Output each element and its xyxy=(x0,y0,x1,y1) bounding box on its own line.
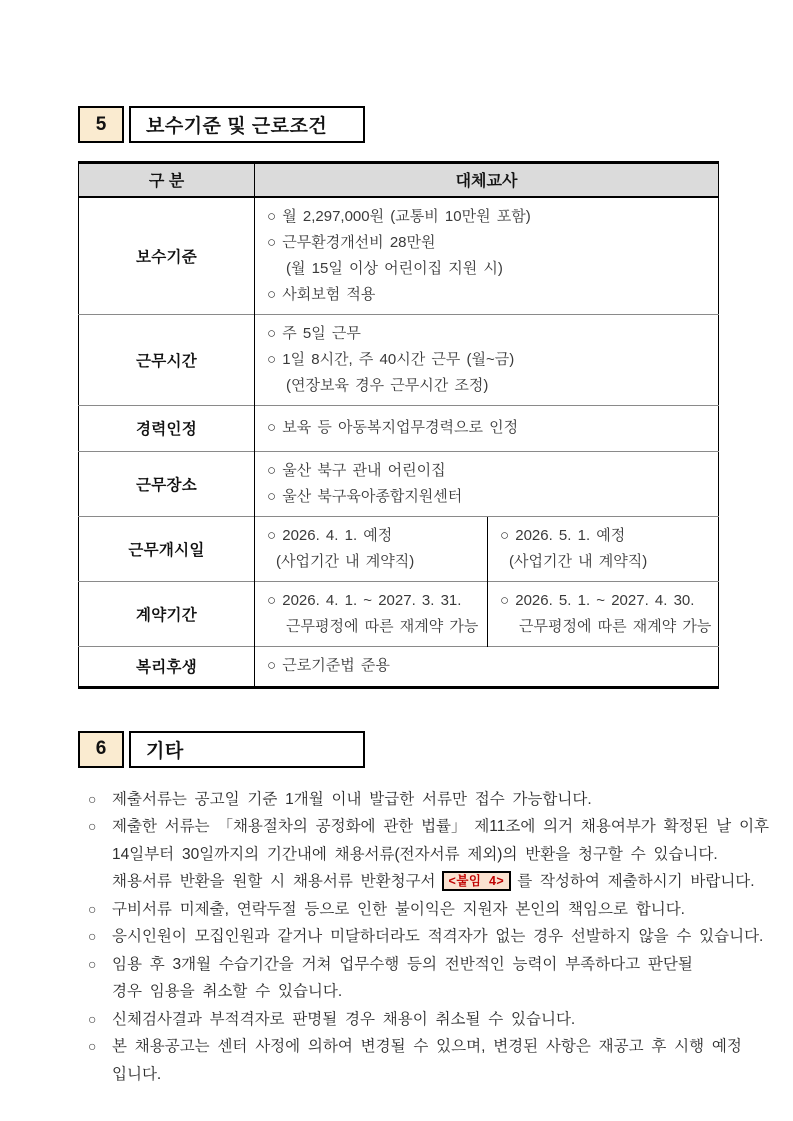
row-cell xyxy=(255,314,719,405)
cell-line: (월 15일 이상 어린이집 지원 시) xyxy=(286,259,503,277)
list-item-line: 본 채용공고는 센터 사정에 의하여 변경될 수 있으며, 변경된 사항은 재공고 후 시행 예정 xyxy=(112,1038,742,1055)
cell-line: 근무평정에 따른 재계약 가능 xyxy=(519,617,712,635)
row-label: 계약기간 xyxy=(79,581,255,646)
section-number-badge: 5 xyxy=(78,106,124,143)
section-title: 보수기준 및 근로조건 xyxy=(129,106,365,143)
table-row xyxy=(79,314,719,405)
attachment-4-badge: <붙임 4> xyxy=(442,871,512,891)
list-item-line: 신체검사결과 부적격자로 판명될 경우 채용이 취소될 수 있습니다. xyxy=(112,1010,576,1028)
section-etc-heading xyxy=(78,731,717,768)
section-title: 기타 xyxy=(129,731,365,768)
row-label: 복리후생 xyxy=(79,646,255,687)
list-item xyxy=(88,896,717,924)
row-cell xyxy=(255,197,719,315)
cell-line: 근무평정에 따른 재계약 가능 xyxy=(286,617,479,635)
cell-line: (사업기간 내 계약직) xyxy=(509,552,648,570)
cell-line: ○ 월 2,297,000원 (교통비 10만원 포함) xyxy=(267,207,531,225)
circle-bullet-icon: ○ xyxy=(88,818,97,834)
list-item-line xyxy=(112,868,769,896)
list-item xyxy=(88,813,770,896)
table-header-value: 대체교사 xyxy=(255,163,719,197)
table-row xyxy=(79,646,719,687)
list-item xyxy=(88,951,717,1006)
row-label: 경력인정 xyxy=(79,405,255,451)
etc-notes-list xyxy=(78,786,770,1089)
row-cell xyxy=(255,646,719,687)
attach-line-before: 채용서류 반환을 원할 시 채용서류 반환청구서 xyxy=(112,873,436,890)
table-row xyxy=(79,581,719,646)
row-cell xyxy=(255,581,488,646)
cell-line: ○ 울산 북구육아종합지원센터 xyxy=(267,487,463,505)
circle-bullet-icon: ○ xyxy=(88,955,97,972)
cell-line: ○ 보육 등 아동복지업무경력으로 인정 xyxy=(267,419,519,436)
table-row xyxy=(79,405,719,451)
table-row xyxy=(79,516,719,581)
attach-line-after: 를 작성하여 제출하시기 바랍니다. xyxy=(517,873,755,890)
list-item-line: 경우 임용을 취소할 수 있습니다. xyxy=(112,983,343,1000)
row-cell xyxy=(488,516,719,581)
cell-line: ○ 2026. 5. 1. ~ 2027. 4. 30. xyxy=(500,591,695,609)
cell-line: ○ 1일 8시간, 주 40시간 근무 (월~금) xyxy=(267,350,515,368)
list-item-line: 입니다. xyxy=(112,1065,162,1083)
list-item xyxy=(88,923,764,951)
table-header-category: 구 분 xyxy=(79,163,255,197)
cell-line: (연장보육 경우 근무시간 조정) xyxy=(286,376,489,394)
cell-line: ○ 2026. 4. 1. ~ 2027. 3. 31. xyxy=(267,591,462,609)
row-cell xyxy=(255,405,719,451)
section-gap xyxy=(78,689,717,731)
circle-bullet-icon: ○ xyxy=(88,900,97,917)
circle-bullet-icon: ○ xyxy=(88,1010,97,1027)
list-item xyxy=(88,786,717,814)
row-cell xyxy=(255,451,719,516)
pay-conditions-table xyxy=(78,161,719,689)
table-row xyxy=(79,451,719,516)
cell-line: (사업기간 내 계약직) xyxy=(276,552,415,570)
list-item-line: 응시인원이 모집인원과 같거나 미달하더라도 적격자가 없는 경우 선발하지 않을 수 있습니다. xyxy=(112,928,764,945)
cell-line: ○ 근로기준법 준용 xyxy=(267,657,390,674)
list-item-line: 임용 후 3개월 수습기간을 거쳐 업무수행 등의 전반적인 능력이 부족하다고 판단될 xyxy=(112,955,693,973)
cell-line: ○ 주 5일 근무 xyxy=(267,324,361,342)
row-label: 근무개시일 xyxy=(79,516,255,581)
list-item xyxy=(88,1033,742,1088)
cell-line: ○ 사회보험 적용 xyxy=(267,285,376,303)
row-cell xyxy=(255,516,488,581)
list-item-line: 14일부터 30일까지의 기간내에 채용서류(전자서류 제외)의 반환을 청구할 수 있습니다. xyxy=(112,845,718,863)
section-pay-heading xyxy=(78,106,717,143)
circle-bullet-icon: ○ xyxy=(88,1038,97,1054)
cell-line: ○ 2026. 5. 1. 예정 xyxy=(500,526,626,544)
table-row xyxy=(79,197,719,315)
row-label: 근무장소 xyxy=(79,451,255,516)
list-item-line: 제출서류는 공고일 기준 1개월 이내 발급한 서류만 접수 가능합니다. xyxy=(112,790,592,808)
list-item-line: 제출한 서류는 「채용절차의 공정화에 관한 법률」 제11조에 의거 채용여부가 확정된 날 이후 xyxy=(112,818,770,835)
row-cell xyxy=(488,581,719,646)
cell-line: ○ 근무환경개선비 28만원 xyxy=(267,233,436,251)
row-label: 근무시간 xyxy=(79,314,255,405)
row-label: 보수기준 xyxy=(79,197,255,315)
table-header-row xyxy=(79,163,719,197)
list-item xyxy=(88,1006,717,1034)
list-item-line: 구비서류 미제출, 연락두절 등으로 인한 불이익은 지원자 본인의 책임으로 합니다. xyxy=(112,900,685,918)
cell-line: ○ 울산 북구 관내 어린이집 xyxy=(267,461,446,479)
section-number-badge: 6 xyxy=(78,731,124,768)
circle-bullet-icon: ○ xyxy=(88,790,97,807)
cell-line: ○ 2026. 4. 1. 예정 xyxy=(267,526,393,544)
circle-bullet-icon: ○ xyxy=(88,928,97,944)
